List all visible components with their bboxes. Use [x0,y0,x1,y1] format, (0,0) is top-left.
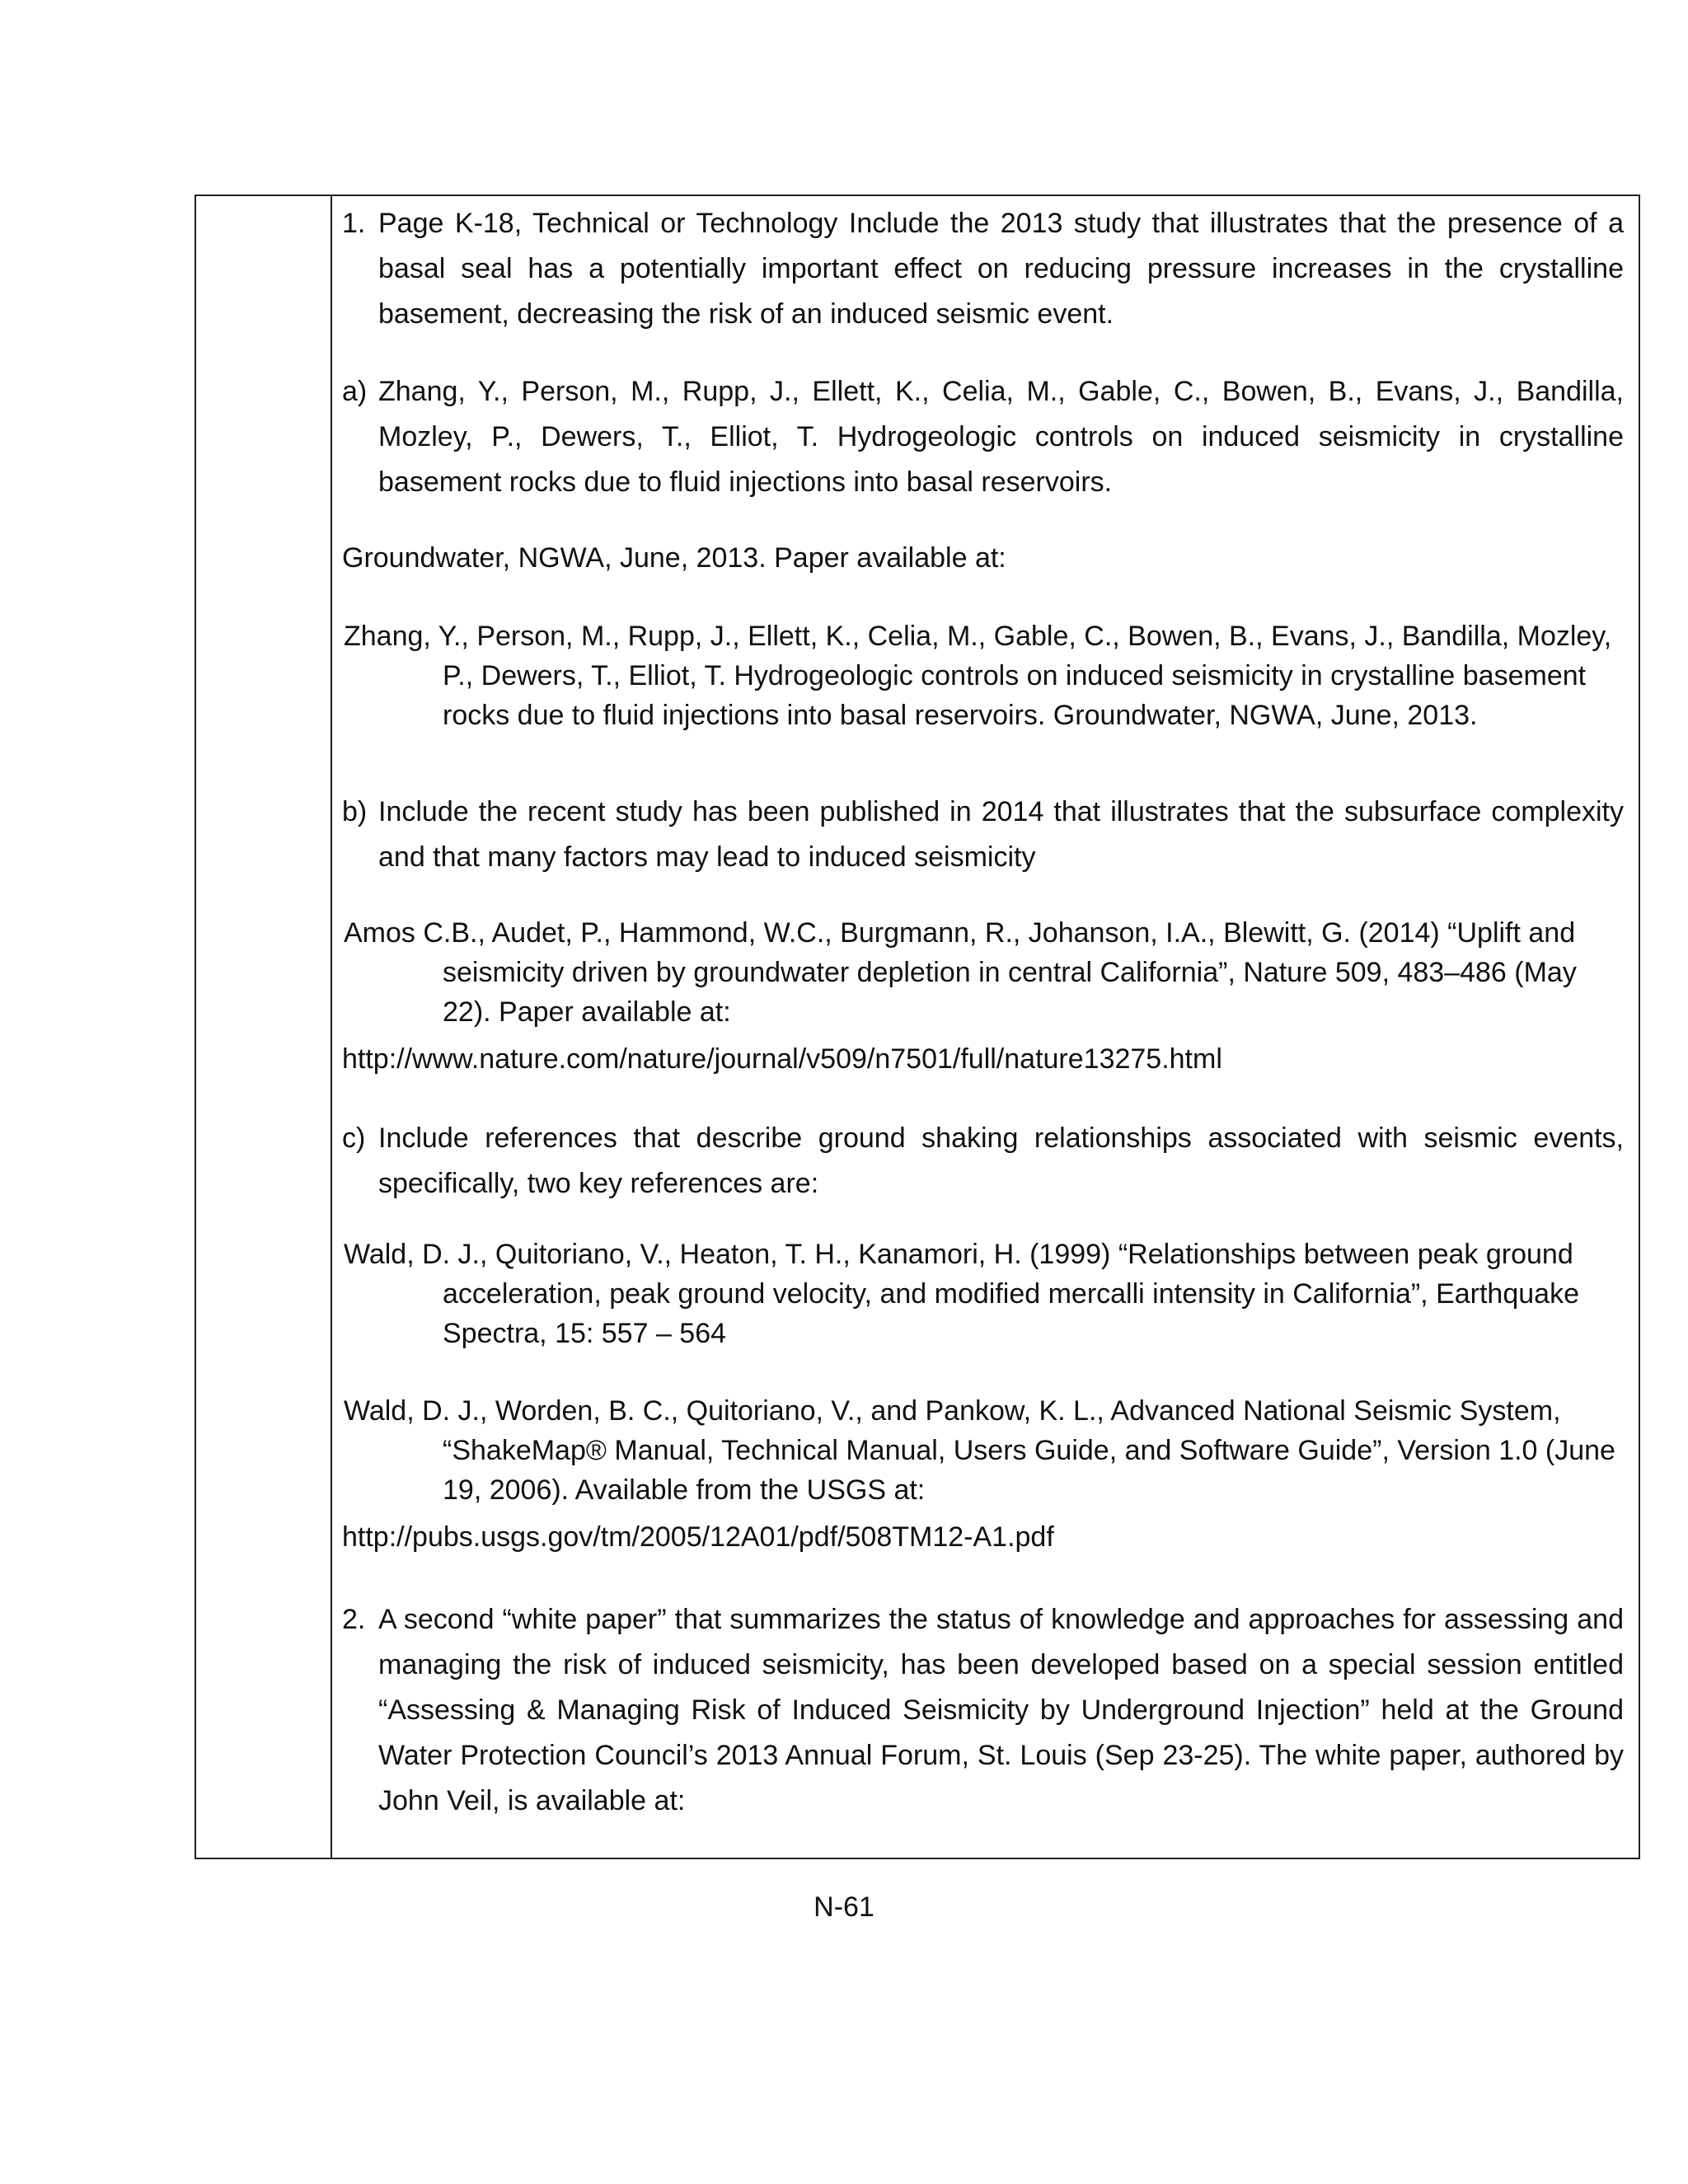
reference-wald-1999: Wald, D. J., Quitoriano, V., Heaton, T. H., Kanamori, H. (1999) “Relationships between peak ground acceleration, peak ground velocity, and modified mercalli intensity in California”, Earthquake Spectra, 15: 557 – 564 [344,1239,1579,1349]
url-nature[interactable]: http://www.nature.com/nature/journal/v509/n7501/full/nature13275.html [342,1043,1222,1075]
list-item-label: 1. [342,208,366,239]
list-item-1 [342,201,1624,337]
list-item-c [342,1116,1624,1207]
list-item-label: c) [342,1122,366,1154]
reference-wald-2006: Wald, D. J., Worden, B. C., Quitoriano, V., and Pankow, K. L., Advanced National Seismic System, “ShakeMap® Manual, Technical Manual, Users Guide, and Software Guide”, Version 1.0 (June 19, 2006). Available from the USGS at: [344,1395,1615,1506]
url-usgs[interactable]: http://pubs.usgs.gov/tm/2005/12A01/pdf/508TM12-A1.pdf [342,1521,1054,1553]
list-item-2 [342,1597,1624,1824]
list-item-text: Include references that describe ground shaking relationships associated with seismic events, specifically, two key references are: [378,1122,1624,1199]
list-item-text: Zhang, Y., Person, M., Rupp, J., Ellett, K., Celia, M., Gable, C., Bowen, B., Evans, J., Bandilla, Mozley, P., Dewers, T., Elliot, T. Hydrogeologic controls on induced seismicity in crystalline basement rocks due to fluid injections into basal reservoirs. [378,376,1624,498]
reference-zhang: Zhang, Y., Person, M., Rupp, J., Ellett, K., Celia, M., Gable, C., Bowen, B., Evans, J., Bandilla, Mozley, P., Dewers, T., Elliot, T. Hydrogeologic controls on induced seismicity in crystalline basement rocks due to fluid injections into basal reservoirs. Groundwater, NGWA, June, 2013. [344,621,1612,731]
reference-amos: Amos C.B., Audet, P., Hammond, W.C., Burgmann, R., Johanson, I.A., Blewitt, G. (2014) “Uplift and seismicity driven by groundwater depletion in central California”, Nature 509, 483–486 (May 22). Paper available at: [344,917,1577,1028]
comment-table [195,194,1640,1859]
list-item-text: Include the recent study has been published in 2014 that illustrates that the subsurface complexity and that many factors may lead to induced seismicity [378,796,1624,873]
list-item-label: b) [342,796,368,827]
list-item-b [342,790,1624,880]
list-item-label: 2. [342,1604,366,1635]
list-item-text: Page K-18, Technical or Technology Include the 2013 study that illustrates that the presence of a basal seal has a potentially important effect on reducing pressure increases in the crystalline basement, decreasing the risk of an induced seismic event. [378,208,1624,330]
page-number: N-61 [814,1891,874,1923]
list-item-text: A second “white paper” that summarizes the status of knowledge and approaches for assessing and managing the risk of induced seismicity, has been developed based on a special session entitled “Assessing & Managing Risk of Induced Seismicity by Underground Injection” held at the Ground Water Protection Council’s 2013 Annual Forum, St. Louis (Sep 23-25). The white paper, authored by John Veil, is available at: [378,1604,1624,1816]
groundwater-line: Groundwater, NGWA, June, 2013. Paper available at: [342,542,1006,574]
comment-number-cell [196,196,332,1858]
comment-text-cell [332,196,1639,1858]
list-item-label: a) [342,376,368,407]
list-item-a [342,369,1624,505]
